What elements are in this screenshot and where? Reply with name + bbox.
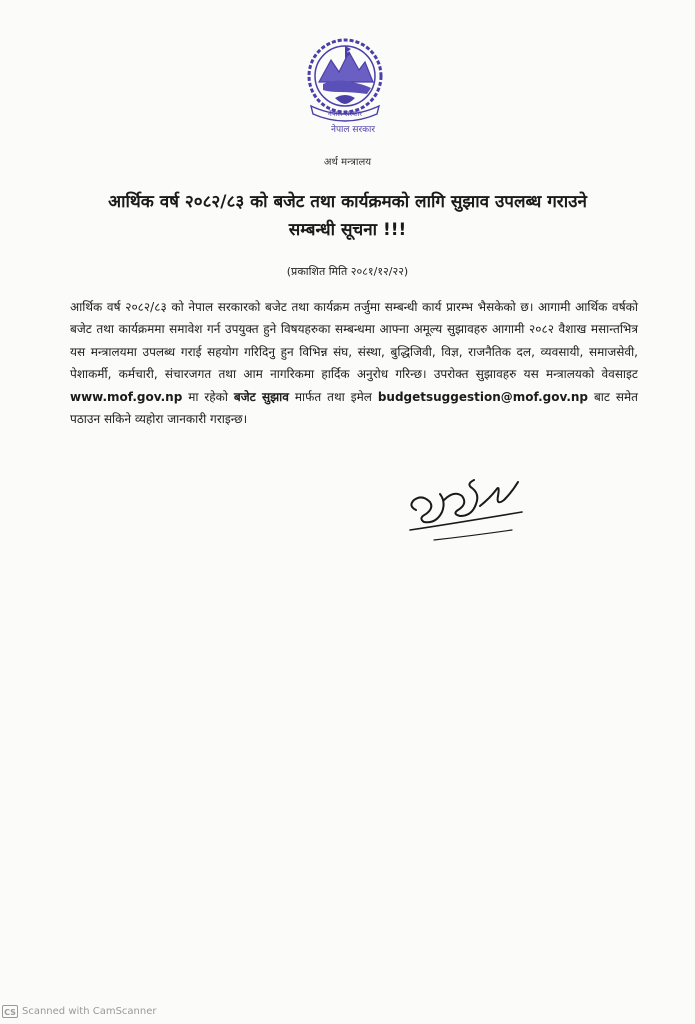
body-text-part-2: मा रहेको bbox=[182, 389, 234, 404]
budget-suggestion-label: बजेट सुझाव bbox=[233, 389, 289, 404]
notice-title-line-1: आर्थिक वर्ष २०८२/८३ को बजेट तथा कार्यक्रमको लागि सुझाव उपलब्ध गराउने bbox=[108, 192, 587, 212]
notice-title-line-2: सम्बन्धी सूचना !!! bbox=[288, 220, 407, 240]
camscanner-watermark bbox=[2, 1003, 157, 1019]
published-date: (प्रकाशित मिति २०८१/१२/२२) bbox=[286, 265, 409, 278]
body-text-part-3: मार्फत तथा इमेल bbox=[288, 389, 378, 404]
signature bbox=[400, 470, 540, 548]
body-text-part-1: आर्थिक वर्ष २०८२/८३ को नेपाल सरकारको बजेट तथा कार्यक्रम तर्जुमा सम्बन्धी कार्य प्रारम्भ भैसकेको छ। आगामी आर्थिक वर्षको बजेट तथा कार्यक्रममा समावेश गर्न उपयुक्त हुने विषयहरुका सम्बन्धमा आफ्ना अमूल्य सुझावहरु आगामी २०८२ वैशाख मसान्तभित्र यस मन्त्रालयमा उपलब्ध गराई सहयोग गरिदिनु हुन विभिन्न संघ, संस्था, बुद्धिजिवी, विज्ञ, राजनैतिक दल, व्यवसायी, समाजसेवी, पेशाकर्मी, कर्मचारी, संचारजगत तथा आम नागरिकमा हार्दिक अनुरोध गरिन्छ। उपरोक्त सुझावहरु यस मन्त्रालयको वेवसाइट bbox=[70, 300, 638, 382]
notice-body bbox=[70, 296, 638, 430]
camscanner-text: Scanned with CamScanner bbox=[22, 1005, 157, 1017]
camscanner-logo-icon: CS bbox=[2, 1005, 18, 1018]
email-link[interactable]: budgetsuggestion@mof.gov.np bbox=[377, 389, 589, 404]
nepal-government-emblem bbox=[293, 36, 393, 140]
notice-title bbox=[50, 188, 645, 244]
emblem-ribbon-text: नेपाल सरकार bbox=[327, 110, 363, 118]
emblem-caption: नेपाल सरकार bbox=[330, 125, 376, 135]
website-link[interactable]: www.mof.gov.np bbox=[70, 389, 183, 404]
body-text-part-4: बाट समेत पठाउन सकिने व्यहोरा जानकारी गराइन्छ। bbox=[70, 389, 638, 427]
ministry-name: अर्थ मन्त्रालय bbox=[323, 157, 372, 168]
